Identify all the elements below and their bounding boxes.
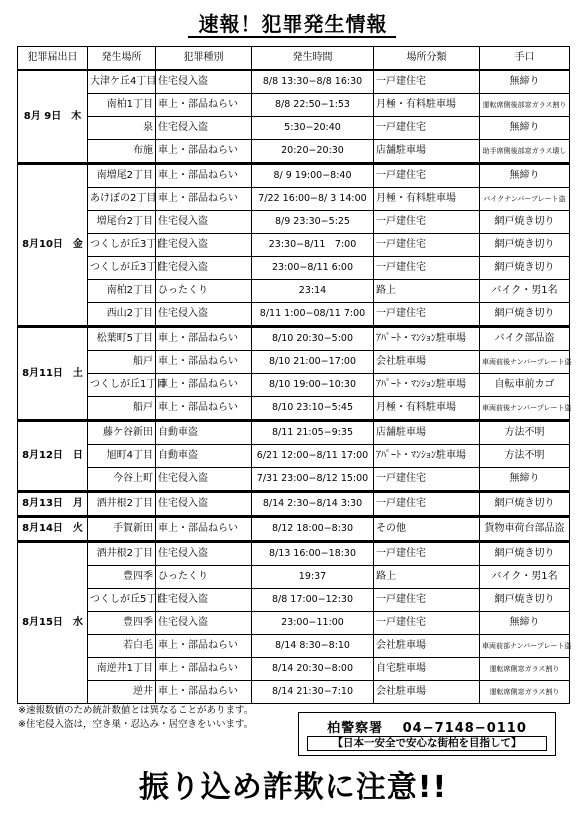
cell-report-date: 8月13日 月 — [18, 492, 88, 517]
cell-time: 8/11 21:05−9:35 — [252, 421, 374, 445]
cell-time: 8/14 2:30−8/14 3:30 — [252, 492, 374, 517]
cell-location-type: 一戸建住宅 — [374, 211, 480, 234]
cell-place: 酒井根2丁目 — [88, 492, 156, 517]
cell-time: 23:00−11:00 — [252, 612, 374, 635]
cell-time: 19:37 — [252, 566, 374, 589]
table-row — [18, 445, 570, 468]
cell-crime-type: 車上・部品ねらい — [156, 351, 252, 374]
cell-method: 方法不明 — [480, 445, 570, 468]
cell-place: 今谷上町 — [88, 468, 156, 492]
cell-location-type: 一戸建住宅 — [374, 612, 480, 635]
cell-location-type: 会社駐車場 — [374, 635, 480, 658]
cell-place: つくしが丘1丁目 — [88, 374, 156, 397]
cell-method: 貨物車荷台部品盗 — [480, 517, 570, 542]
cell-place: 泉 — [88, 117, 156, 140]
cell-crime-type: 住宅侵入盗 — [156, 492, 252, 517]
cell-report-date: 8月14日 火 — [18, 517, 88, 542]
cell-location-type: 月極・有料駐車場 — [374, 94, 480, 117]
note-line: ※住宅侵入盗は，空き巣・忍込み・居空きをいいます。 — [18, 719, 254, 730]
cell-method: 無締り — [480, 612, 570, 635]
header-time: 発生時間 — [252, 47, 374, 71]
cell-location-type: その他 — [374, 517, 480, 542]
cell-location-type: 路上 — [374, 566, 480, 589]
cell-location-type: 一戸建住宅 — [374, 234, 480, 257]
header-crime-type: 犯罪種別 — [156, 47, 252, 71]
cell-crime-type: 自動車盗 — [156, 445, 252, 468]
title-underline — [188, 36, 396, 38]
table-row — [18, 612, 570, 635]
cell-time: 8/10 19:00−10:30 — [252, 374, 374, 397]
cell-place: 大津ケ丘4丁目 — [88, 70, 156, 94]
cell-crime-type: 車上・部品ねらい — [156, 374, 252, 397]
cell-crime-type: 車上・部品ねらい — [156, 140, 252, 164]
cell-time: 8/10 21:00−17:00 — [252, 351, 374, 374]
table-row — [18, 211, 570, 234]
cell-report-date: 8月10日 金 — [18, 164, 88, 327]
cell-report-date: 8月 9日 木 — [18, 70, 88, 164]
cell-crime-type: 車上・部品ねらい — [156, 397, 252, 421]
cell-time: 23:14 — [252, 280, 374, 303]
cell-location-type: 月極・有料駐車場 — [374, 188, 480, 211]
cell-method: 網戸焼き切り — [480, 257, 570, 280]
table-row — [18, 327, 570, 351]
cell-method: 網戸焼き切り — [480, 589, 570, 612]
table-row — [18, 234, 570, 257]
table-row — [18, 140, 570, 164]
cell-crime-type: 住宅侵入盗 — [156, 303, 252, 327]
cell-location-type: 路上 — [374, 280, 480, 303]
cell-time: 8/13 16:00−18:30 — [252, 542, 374, 566]
cell-method: 運転席側後部窓ガラス割り — [480, 94, 570, 117]
cell-method: バイク・男1名 — [480, 566, 570, 589]
cell-place: 豊四季 — [88, 612, 156, 635]
cell-time: 8/11 1:00−08/11 7:00 — [252, 303, 374, 327]
cell-crime-type: 住宅侵入盗 — [156, 468, 252, 492]
cell-place: 豊四季 — [88, 566, 156, 589]
cell-location-type: 会社駐車場 — [374, 681, 480, 704]
table-row — [18, 164, 570, 188]
cell-location-type: 会社駐車場 — [374, 351, 480, 374]
cell-place: 松葉町5丁目 — [88, 327, 156, 351]
cell-method: バイクナンバープレート盗 — [480, 188, 570, 211]
cell-location-type: 一戸建住宅 — [374, 257, 480, 280]
crime-table — [17, 46, 570, 704]
table-row — [18, 374, 570, 397]
cell-place: 若白毛 — [88, 635, 156, 658]
cell-crime-type: 自動車盗 — [156, 421, 252, 445]
cell-crime-type: ひったくり — [156, 566, 252, 589]
cell-time: 8/8 17:00−12:30 — [252, 589, 374, 612]
cell-place: 酒井根2丁目 — [88, 542, 156, 566]
cell-time: 8/14 20:30−8:00 — [252, 658, 374, 681]
cell-time: 23:00−8/11 6:00 — [252, 257, 374, 280]
cell-place: 南柏2丁目 — [88, 280, 156, 303]
cell-method: バイク・男1名 — [480, 280, 570, 303]
table-row — [18, 517, 570, 542]
cell-place: 増尾台2丁目 — [88, 211, 156, 234]
cell-place: 西山2丁目 — [88, 303, 156, 327]
cell-crime-type: 住宅侵入盗 — [156, 117, 252, 140]
cell-time: 8/9 23:30−5:25 — [252, 211, 374, 234]
table-row — [18, 188, 570, 211]
table-row — [18, 492, 570, 517]
cell-place: つくしが丘3丁目 — [88, 257, 156, 280]
cell-crime-type: ひったくり — [156, 280, 252, 303]
cell-method: 網戸焼き切り — [480, 492, 570, 517]
table-row — [18, 566, 570, 589]
cell-place: 布施 — [88, 140, 156, 164]
cell-time: 7/22 16:00−8/ 3 14:00 — [252, 188, 374, 211]
cell-crime-type: 車上・部品ねらい — [156, 327, 252, 351]
table-row — [18, 658, 570, 681]
table-row — [18, 70, 570, 94]
cell-location-type: 一戸建住宅 — [374, 589, 480, 612]
cell-method: 網戸焼き切り — [480, 211, 570, 234]
cell-crime-type: 住宅侵入盗 — [156, 257, 252, 280]
cell-method: 無締り — [480, 117, 570, 140]
table-row — [18, 635, 570, 658]
header-report-date: 犯罪届出日 — [18, 47, 88, 71]
cell-method: バイク部品盗 — [480, 327, 570, 351]
cell-method: 網戸焼き切り — [480, 234, 570, 257]
cell-place: 南逆井1丁目 — [88, 658, 156, 681]
cell-time: 8/8 13:30−8/8 16:30 — [252, 70, 374, 94]
cell-report-date: 8月12日 日 — [18, 421, 88, 492]
table-row — [18, 303, 570, 327]
cell-crime-type: 車上・部品ねらい — [156, 94, 252, 117]
cell-time: 8/14 21:30−7:10 — [252, 681, 374, 704]
cell-location-type: 一戸建住宅 — [374, 542, 480, 566]
table-row — [18, 280, 570, 303]
cell-crime-type: 車上・部品ねらい — [156, 164, 252, 188]
cell-method: 助手席側後部窓ガラス壊し — [480, 140, 570, 164]
cell-time: 5:30−20:40 — [252, 117, 374, 140]
cell-time: 23:30−8/11 7:00 — [252, 234, 374, 257]
cell-method: 車両前後ナンバープレート盗 — [480, 397, 570, 421]
fraud-warning: 振り込め詐欺に注意!! — [138, 770, 448, 805]
table-row — [18, 542, 570, 566]
cell-method: 車両前後ナンバープレート盗 — [480, 351, 570, 374]
police-name-phone: 柏警察署 04−7148−0110 — [327, 721, 527, 736]
cell-location-type: 一戸建住宅 — [374, 117, 480, 140]
cell-location-type: 一戸建住宅 — [374, 492, 480, 517]
table-header-row — [18, 47, 570, 71]
table-row — [18, 257, 570, 280]
cell-location-type: ｱﾊﾟｰﾄ・ﾏﾝｼｮﾝ駐車場 — [374, 327, 480, 351]
cell-method: 自転車前カゴ — [480, 374, 570, 397]
cell-crime-type: 住宅侵入盗 — [156, 612, 252, 635]
cell-time: 6/21 12:00−8/11 17:00 — [252, 445, 374, 468]
cell-method: 運転席側窓ガラス割り — [480, 658, 570, 681]
cell-report-date: 8月15日 水 — [18, 542, 88, 704]
cell-location-type: 店舗駐車場 — [374, 421, 480, 445]
cell-time: 8/8 22:50−1:53 — [252, 94, 374, 117]
cell-location-type: 自宅駐車場 — [374, 658, 480, 681]
note-line: ※速報数値のため統計数値とは異なることがあります。 — [18, 705, 254, 716]
cell-place: つくしが丘3丁目 — [88, 234, 156, 257]
cell-crime-type: 住宅侵入盗 — [156, 234, 252, 257]
cell-location-type: ｱﾊﾟｰﾄ・ﾏﾝｼｮﾝ駐車場 — [374, 445, 480, 468]
table-row — [18, 589, 570, 612]
cell-place: 旭町4丁目 — [88, 445, 156, 468]
cell-time: 8/14 8:30−8:10 — [252, 635, 374, 658]
cell-crime-type: 車上・部品ねらい — [156, 681, 252, 704]
cell-place: つくしが丘5丁目 — [88, 589, 156, 612]
table-row — [18, 421, 570, 445]
cell-time: 8/ 9 19:00−8:40 — [252, 164, 374, 188]
table-body — [18, 70, 570, 704]
cell-method: 網戸焼き切り — [480, 303, 570, 327]
cell-method: 無締り — [480, 468, 570, 492]
cell-crime-type: 住宅侵入盗 — [156, 70, 252, 94]
table-row — [18, 351, 570, 374]
cell-time: 8/10 20:30−5:00 — [252, 327, 374, 351]
page-title: 速報！犯罪発生情報 — [198, 12, 388, 36]
cell-report-date: 8月11日 土 — [18, 327, 88, 421]
cell-method: 無締り — [480, 70, 570, 94]
cell-crime-type: 車上・部品ねらい — [156, 635, 252, 658]
table-row — [18, 117, 570, 140]
cell-method: 運転席側窓ガラス割り — [480, 681, 570, 704]
cell-place: 藤ケ谷新田 — [88, 421, 156, 445]
cell-location-type: ｱﾊﾟｰﾄ・ﾏﾝｼｮﾝ駐車場 — [374, 374, 480, 397]
cell-place: 船戸 — [88, 397, 156, 421]
cell-location-type: 一戸建住宅 — [374, 468, 480, 492]
cell-crime-type: 住宅侵入盗 — [156, 542, 252, 566]
table-row — [18, 681, 570, 704]
header-place: 発生場所 — [88, 47, 156, 71]
cell-place: 手賀新田 — [88, 517, 156, 542]
cell-location-type: 一戸建住宅 — [374, 164, 480, 188]
cell-method: 方法不明 — [480, 421, 570, 445]
cell-crime-type: 車上・部品ねらい — [156, 188, 252, 211]
cell-method: 無締り — [480, 164, 570, 188]
police-contact-box — [298, 712, 556, 756]
notes — [18, 704, 253, 732]
cell-location-type: 月極・有料駐車場 — [374, 397, 480, 421]
header-location-type: 場所分類 — [374, 47, 480, 71]
cell-place: 南柏1丁目 — [88, 94, 156, 117]
cell-location-type: 店舗駐車場 — [374, 140, 480, 164]
cell-time: 8/12 18:00−8:30 — [252, 517, 374, 542]
cell-time: 20:20−20:30 — [252, 140, 374, 164]
cell-crime-type: 車上・部品ねらい — [156, 658, 252, 681]
cell-location-type: 一戸建住宅 — [374, 303, 480, 327]
cell-place: 南増尾2丁目 — [88, 164, 156, 188]
cell-crime-type: 住宅侵入盗 — [156, 589, 252, 612]
cell-crime-type: 住宅侵入盗 — [156, 211, 252, 234]
table-row — [18, 468, 570, 492]
cell-method: 車両前部ナンバープレート盗 — [480, 635, 570, 658]
cell-time: 7/31 23:00−8/12 15:00 — [252, 468, 374, 492]
cell-place: 逆井 — [88, 681, 156, 704]
table-row — [18, 94, 570, 117]
cell-method: 網戸焼き切り — [480, 542, 570, 566]
cell-place: あけぼの2丁目 — [88, 188, 156, 211]
cell-location-type: 一戸建住宅 — [374, 70, 480, 94]
cell-time: 8/10 23:10−5:45 — [252, 397, 374, 421]
cell-place: 船戸 — [88, 351, 156, 374]
cell-crime-type: 車上・部品ねらい — [156, 517, 252, 542]
table-row — [18, 397, 570, 421]
header-method: 手口 — [480, 47, 570, 71]
police-slogan: 【日本一安全で安心な街柏を目指して】 — [307, 736, 547, 751]
